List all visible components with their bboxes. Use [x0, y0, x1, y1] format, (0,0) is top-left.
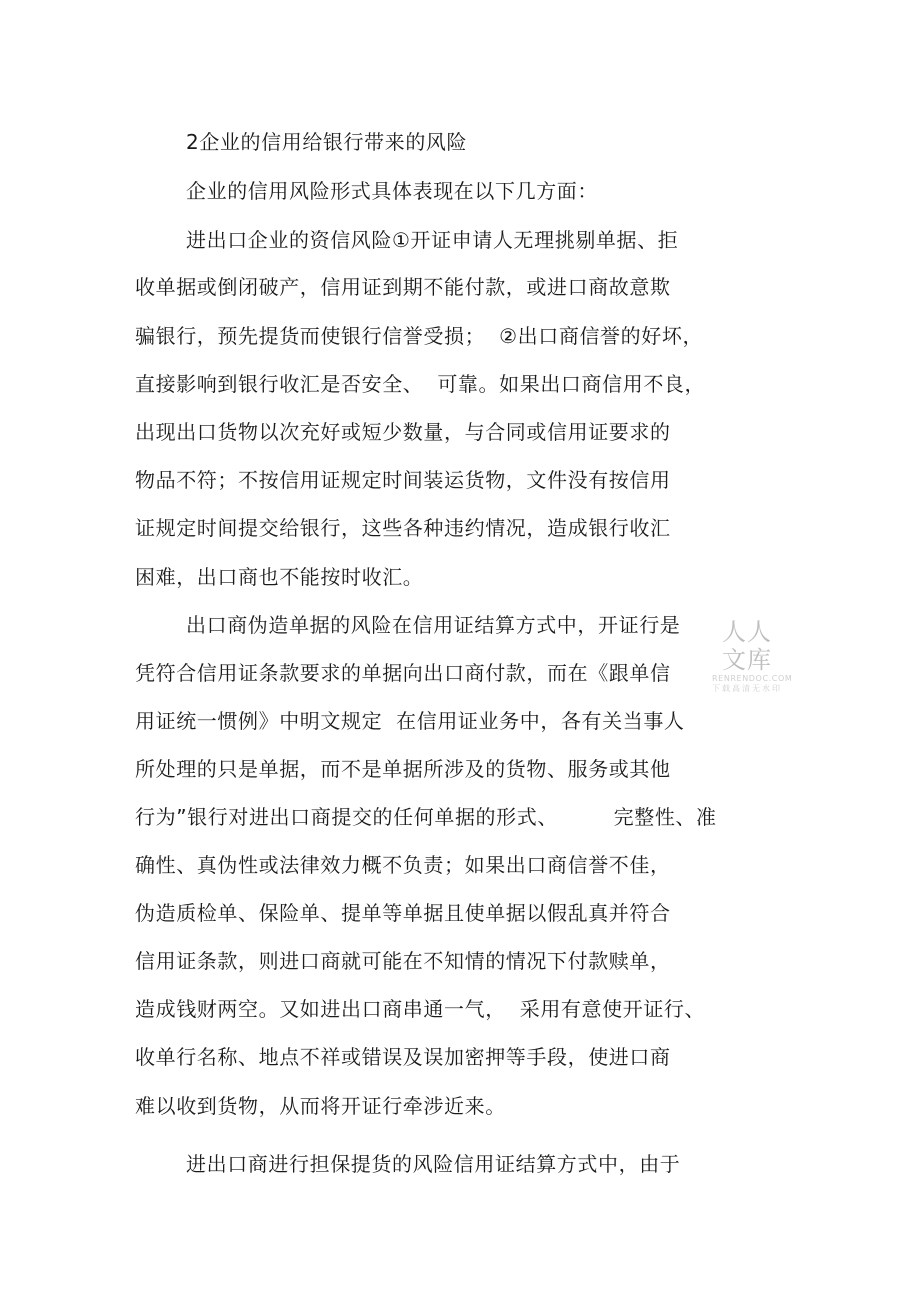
paragraph-line: 证规定时间提交给银行，这些各种违约情况，造成银行收汇	[135, 516, 671, 540]
watermark-title: 人人文库	[722, 618, 772, 674]
paragraph-line: 伪造质检单、保险单、提单等单据且使单据以假乱真并符合	[135, 901, 671, 925]
paragraph-line: 困难，出口商也不能按时收汇。	[135, 565, 424, 589]
paragraph-line: 用证统一惯例》中明文规定 在信用证业务中，各有关当事人	[135, 709, 685, 733]
paragraph-line: 出口商伪造单据的风险在信用证结算方式中，开证行是	[186, 613, 681, 637]
paragraph-line: 进出口企业的资信风险①开证申请人无理挑剔单据、拒	[186, 228, 679, 252]
watermark-tag: 下载高清无水印	[712, 684, 782, 693]
watermark-site: RENRENDOC.COM	[712, 674, 793, 683]
paragraph-line: 出现出口货物以次充好或短少数量，与合同或信用证要求的	[135, 420, 671, 444]
paragraph-line: 行为”银行对进出口商提交的任何单据的形式、 完整性、准	[135, 805, 717, 829]
paragraph-line: 难以收到货物，从而将开证行牵涉近来。	[135, 1094, 506, 1118]
paragraph-line: 凭符合信用证条款要求的单据向出口商付款，而在《跟单信	[135, 661, 671, 685]
paragraph-line: 造成钱财两空。又如进出口商串通一气， 采用有意使开证行、	[135, 997, 706, 1021]
paragraph-line: 企业的信用风险形式具体表现在以下几方面：	[186, 179, 598, 203]
paragraph-line: 物品不符；不按信用证规定时间装运货物，文件没有按信用	[135, 468, 671, 492]
paragraph-line: 直接影响到银行收汇是否安全、 可靠。如果出口商信用不良，	[135, 372, 706, 396]
section-heading: 2企业的信用给银行带来的风险	[186, 130, 468, 154]
paragraph-line: 收单行名称、地点不祥或错误及误加密押等手段，使进口商	[135, 1045, 671, 1069]
paragraph-line: 所处理的只是单据，而不是单据所涉及的货物、服务或其他	[135, 757, 671, 781]
paragraph-line: 收单据或倒闭破产，信用证到期不能付款，或进口商故意欺	[135, 275, 671, 299]
paragraph-line: 确性、真伪性或法律效力概不负责；如果出口商信誉不佳，	[135, 853, 671, 877]
paragraph-line: 进出口商进行担保提货的风险信用证结算方式中，由于	[186, 1152, 681, 1176]
watermark-logo	[712, 618, 793, 694]
paragraph-line: 骗银行，预先提货而使银行信誉受损； ②出口商信誉的好坏，	[135, 324, 704, 348]
paragraph-line: 信用证条款，则进口商就可能在不知情的情况下付款赎单，	[135, 949, 671, 973]
